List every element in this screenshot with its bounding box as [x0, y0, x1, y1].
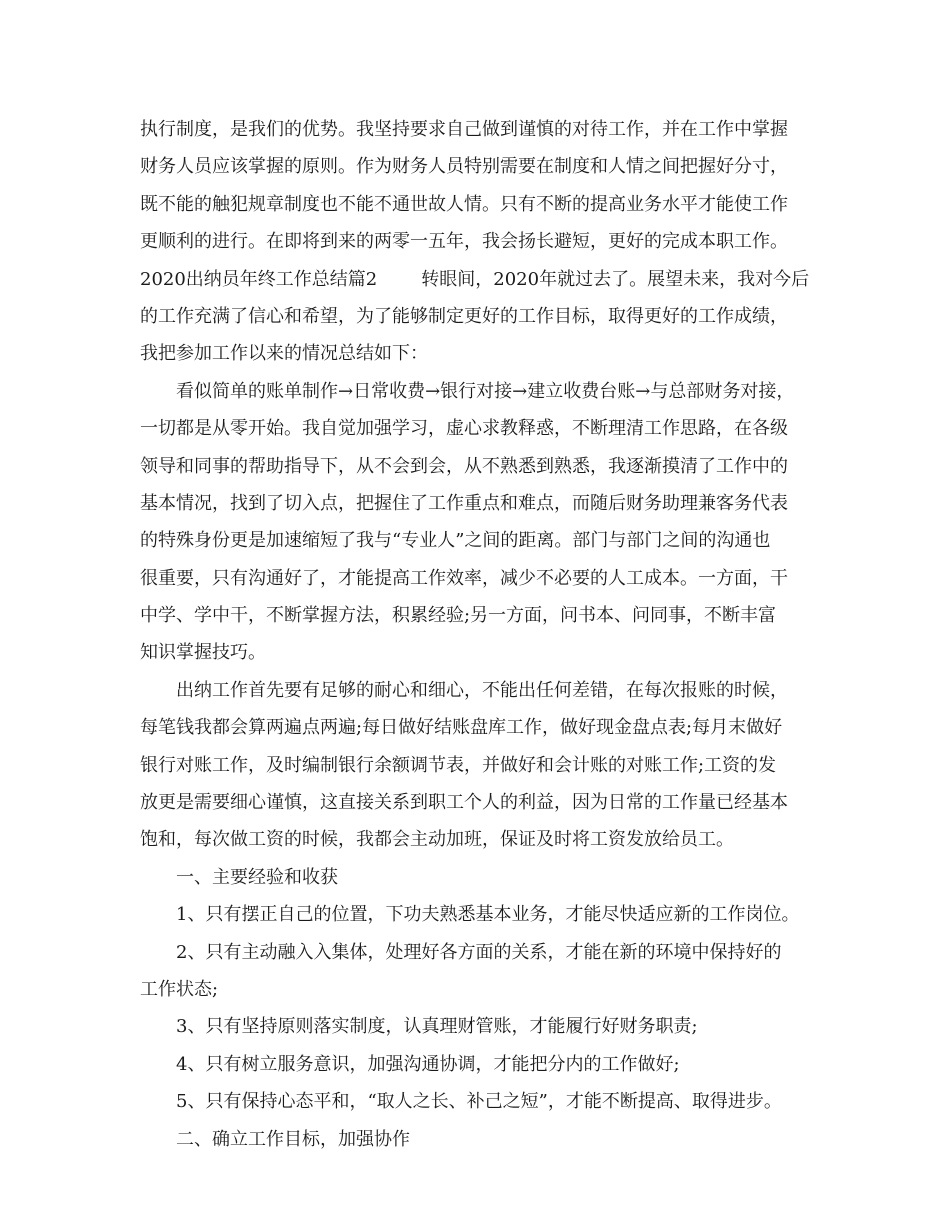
- text-line: 工作状态;: [140, 978, 219, 1000]
- text-line: 中学、学中干，不断掌握方法，积累经验;另一方面，问书本、问同事，不断丰富: [140, 605, 777, 627]
- section-heading: 2020出纳员年终工作总结篇2: [140, 268, 378, 290]
- text-line: 执行制度，是我们的优势。我坚持要求自己做到谨慎的对待工作，并在工作中掌握: [140, 119, 788, 140]
- text-run: 转眼间，2020年就过去了。展望未来，我对今后: [421, 268, 810, 290]
- list-item: 1、只有摆正自己的位置，下功夫熟悉基本业务，才能尽快适应新的工作岗位。: [176, 904, 800, 926]
- text-line: 我把参加工作以来的情况总结如下：: [140, 343, 428, 365]
- text-line: 的特殊身份更是加速缩短了我与“专业人”之间的距离。部门与部门之间的沟通也: [140, 530, 771, 552]
- list-item: 5、只有保持心态平和，“取人之长、补己之短”，才能不断提高、取得进步。: [176, 1091, 782, 1113]
- section-heading: 一、主要经验和收获: [176, 866, 338, 888]
- text-line: 很重要，只有沟通好了，才能提高工作效率，减少不必要的人工成本。一方面，干: [140, 567, 788, 589]
- list-item: 2、只有主动融入入集体，处理好各方面的关系，才能在新的环境中保持好的: [176, 941, 782, 963]
- text-line: 更顺利的进行。在即将到来的两零一五年，我会扬长避短，更好的完成本职工作。: [140, 231, 788, 253]
- list-item: 3、只有坚持原则落实制度，认真理财管账，才能履行好财务职责;: [176, 1016, 698, 1038]
- text-line: 放更是需要细心谨慎，这直接关系到职工个人的利益，因为日常的工作量已经基本: [140, 792, 788, 814]
- text-line: 既不能的触犯规章制度也不能不通世故人情。只有不断的提高业务水平才能使工作: [140, 193, 788, 215]
- paragraph-first-line: 出纳工作首先要有足够的耐心和细心，不能出任何差错，在每次报账的时候，: [176, 679, 788, 701]
- section-heading: 二、确立工作目标，加强协作: [176, 1128, 410, 1150]
- paragraph-first-line: 看似简单的账单制作→日常收费→银行对接→建立收费台账→与总部财务对接，: [176, 380, 795, 402]
- list-item: 4、只有树立服务意识，加强沟通协调，才能把分内的工作做好;: [176, 1053, 680, 1075]
- text-line: 知识掌握技巧。: [140, 642, 266, 664]
- document-body: [140, 111, 820, 1158]
- text-line: 的工作充满了信心和希望，为了能够制定更好的工作目标，取得更好的工作成绩，: [140, 305, 788, 327]
- text-line: 领导和同事的帮助指导下，从不会到会，从不熟悉到熟悉，我逐渐摸清了工作中的: [140, 455, 788, 477]
- text-line-with-heading: [140, 261, 820, 298]
- text-line: 每笔钱我都会算两遍点两遍;每日做好结账盘库工作，做好现金盘点表;每月末做好: [140, 717, 783, 739]
- text-line: 基本情况，找到了切入点，把握住了工作重点和难点，而随后财务助理兼客务代表: [140, 492, 788, 514]
- text-line: 银行对账工作，及时编制银行余额调节表，并做好和会计账的对账工作;工资的发: [140, 754, 777, 776]
- text-line: 饱和，每次做工资的时候，我都会主动加班，保证及时将工资发放给员工。: [140, 829, 734, 851]
- text-line: 财务人员应该掌握的原则。作为财务人员特别需要在制度和人情之间把握好分寸，: [140, 156, 788, 178]
- text-line: 一切都是从零开始。我自觉加强学习，虚心求教释惑，不断理清工作思路，在各级: [140, 418, 788, 440]
